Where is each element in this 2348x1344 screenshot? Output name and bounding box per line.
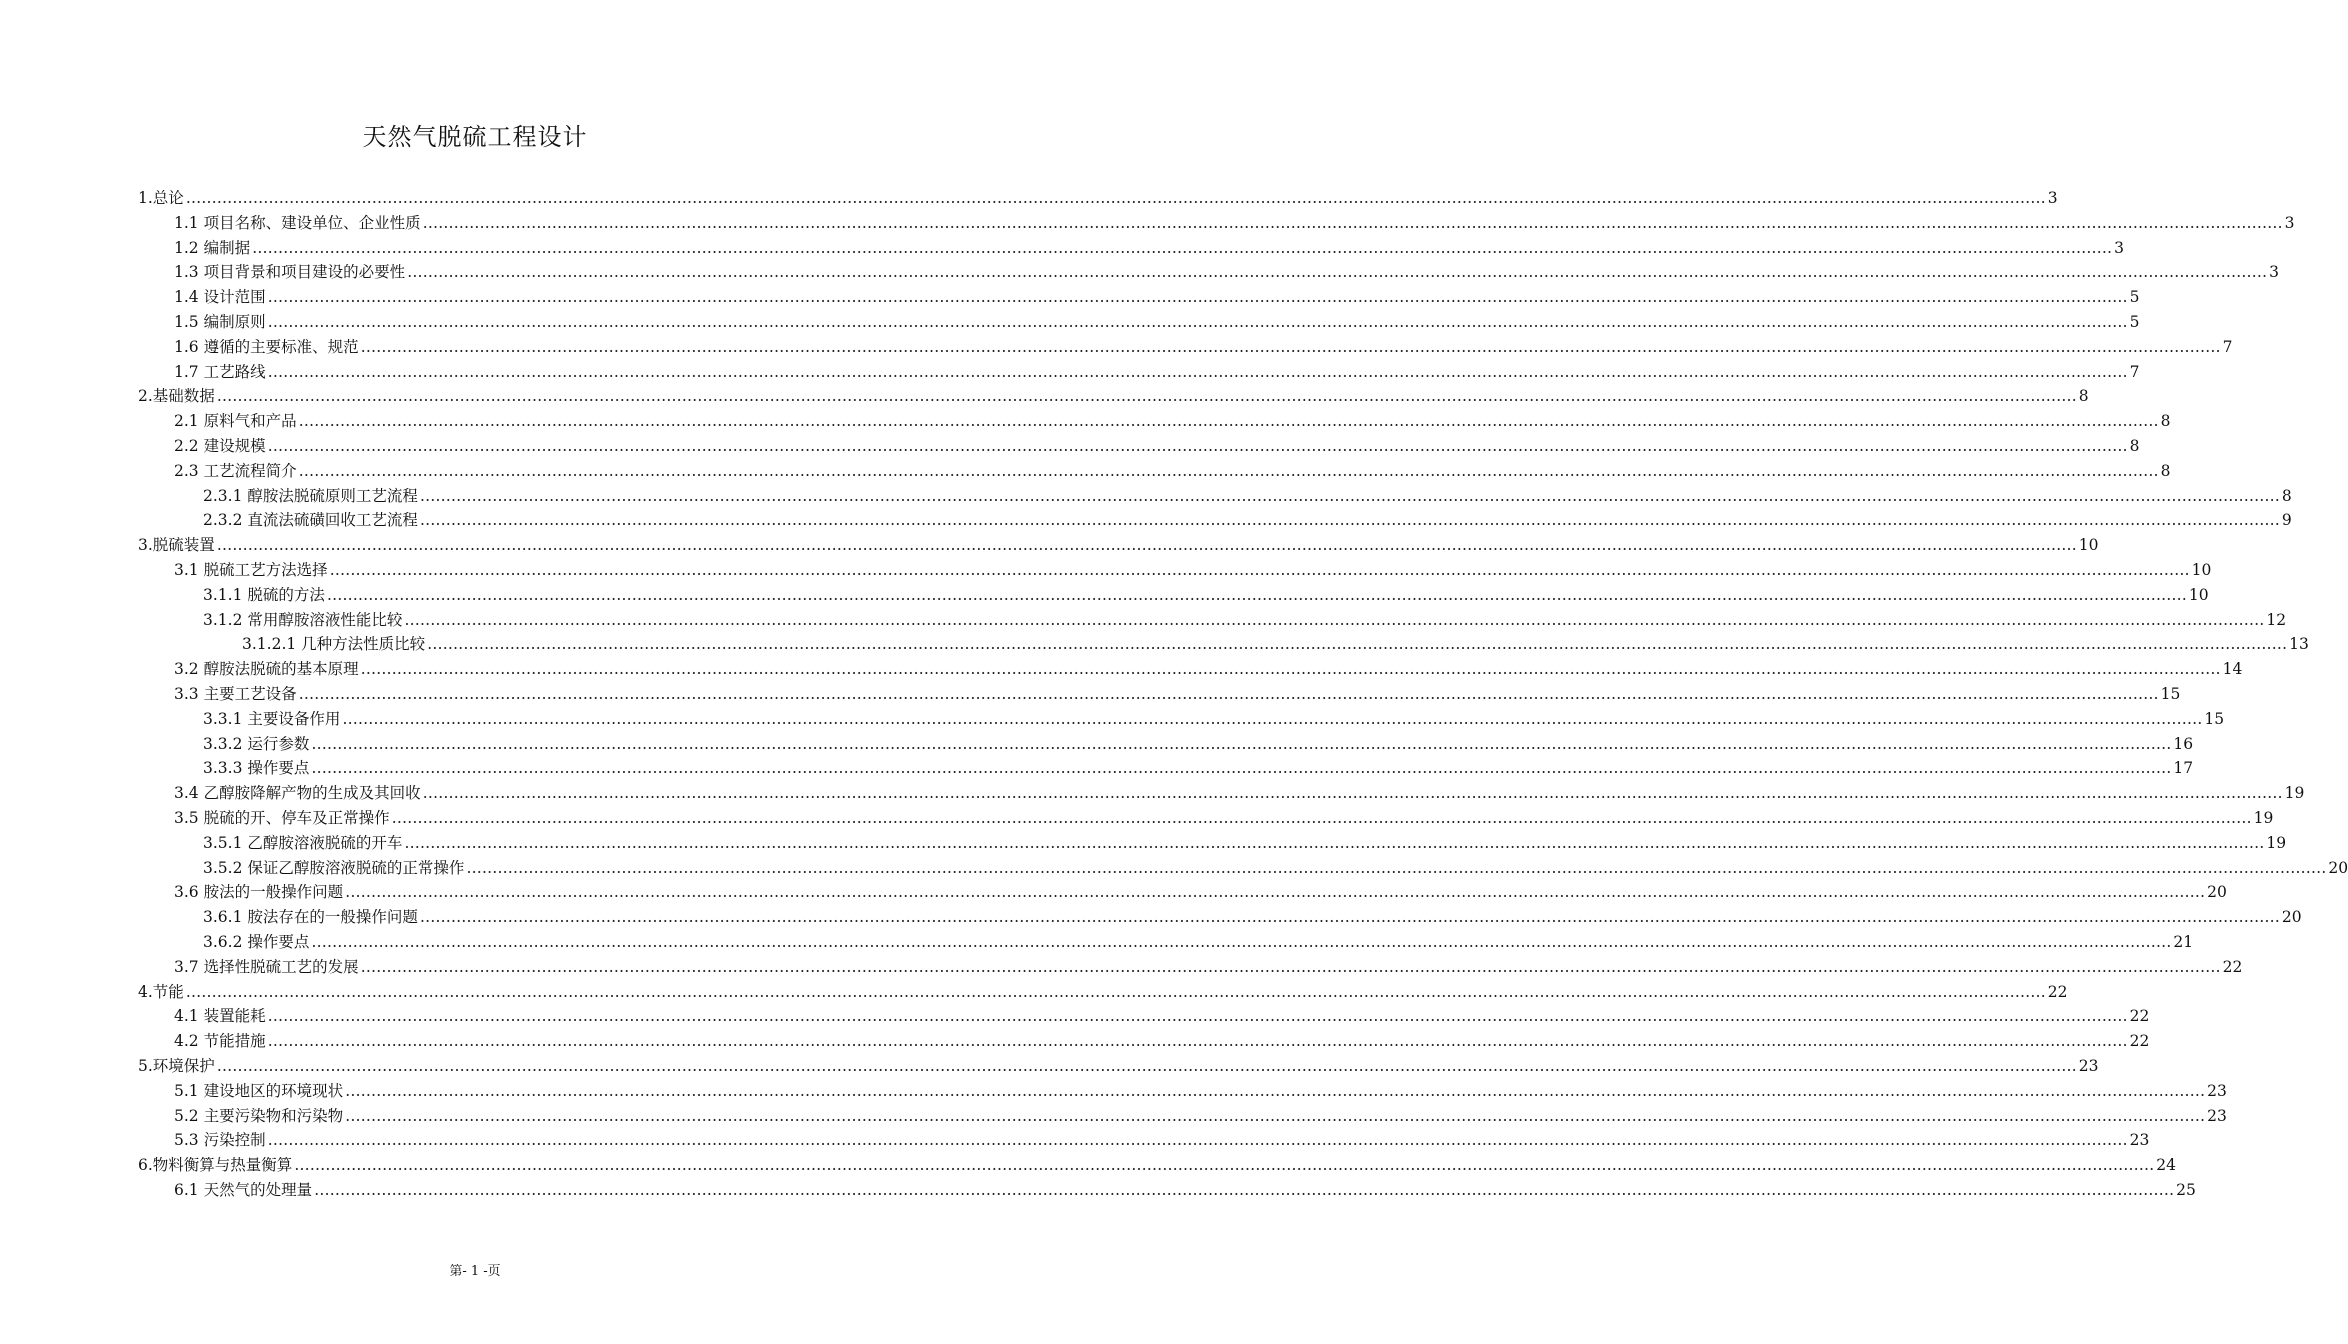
toc-leader-dots: ………………………………………………………………………………………………………………………………………………………………………………………………………………………………………………………………………………………………………………………………: [391, 809, 2252, 827]
toc-entry[interactable]: [174, 211, 2295, 235]
toc-entry-label: 5.2 主要污染物和污染物: [174, 1107, 344, 1125]
toc-leader-dots: ………………………………………………………………………………………………………………………………………………………………………………………………………………………………………………………………………………………………………………………………: [342, 710, 2203, 728]
toc-entry[interactable]: [174, 682, 2181, 706]
toc-entry[interactable]: [203, 608, 2287, 632]
toc-entry-page-number: 22: [2129, 1007, 2150, 1025]
toc-leader-dots: ………………………………………………………………………………………………………………………………………………………………………………………………………………………………………………………………………………………………………………………………: [294, 1156, 2155, 1174]
toc-entry[interactable]: [203, 856, 2348, 880]
toc-leader-dots: ………………………………………………………………………………………………………………………………………………………………………………………………………………………………………………………………………………………………………………………………: [185, 189, 2046, 207]
toc-entry-page-number: 14: [2222, 660, 2243, 678]
toc-entry-label: 2.2 建设规模: [174, 437, 266, 455]
toc-entry-label: 3.3.1 主要设备作用: [203, 710, 341, 728]
toc-entry-page-number: 15: [2160, 685, 2181, 703]
toc-leader-dots: ………………………………………………………………………………………………………………………………………………………………………………………………………………………………………………………………………………………………………………………………: [360, 958, 2221, 976]
toc-entry-label: 3.6 胺法的一般操作问题: [174, 883, 344, 901]
toc-entry-label: 3.3.2 运行参数: [203, 735, 310, 753]
toc-entry-label: 3.5.2 保证乙醇胺溶液脱硫的正常操作: [203, 859, 465, 877]
toc-leader-dots: ………………………………………………………………………………………………………………………………………………………………………………………………………………………………………………………………………………………………………………………………: [216, 1057, 2077, 1075]
toc-leader-dots: ………………………………………………………………………………………………………………………………………………………………………………………………………………………………………………………………………………………………………………………………: [466, 859, 2327, 877]
toc-entry-page-number: 7: [2129, 363, 2140, 381]
toc-leader-dots: ………………………………………………………………………………………………………………………………………………………………………………………………………………………………………………………………………………………………………………………………: [311, 759, 2172, 777]
toc-leader-dots: ………………………………………………………………………………………………………………………………………………………………………………………………………………………………………………………………………………………………………………………………: [267, 313, 2128, 331]
toc-entry[interactable]: [138, 1153, 2177, 1177]
toc-entry-page-number: 8: [2160, 412, 2171, 430]
toc-entry[interactable]: [203, 756, 2194, 780]
toc-entry[interactable]: [174, 880, 2227, 904]
toc-entry-page-number: 20: [2328, 859, 2348, 877]
toc-entry[interactable]: [174, 806, 2274, 830]
toc-leader-dots: ………………………………………………………………………………………………………………………………………………………………………………………………………………………………………………………………………………………………………………………………: [419, 487, 2280, 505]
toc-entry-page-number: 3: [2047, 189, 2058, 207]
toc-entry-page-number: 13: [2289, 635, 2309, 653]
toc-entry-label: 2.3.2 直流法硫磺回收工艺流程: [203, 511, 418, 529]
toc-entry[interactable]: [174, 285, 2140, 309]
toc-entry[interactable]: [203, 508, 2292, 532]
toc-entry[interactable]: [203, 583, 2209, 607]
toc-entry[interactable]: [174, 409, 2171, 433]
toc-entry-page-number: 19: [2284, 784, 2305, 802]
toc-entry-page-number: 5: [2129, 288, 2140, 306]
toc-entry-page-number: 23: [2129, 1131, 2150, 1149]
toc-entry-label: 3.1.2.1 几种方法性质比较: [242, 635, 426, 653]
toc-entry[interactable]: [174, 260, 2279, 284]
toc-entry-page-number: 22: [2129, 1032, 2150, 1050]
toc-entry-label: 6.物料衡算与热量衡算: [138, 1156, 293, 1174]
toc-entry-label: 3.6.2 操作要点: [203, 933, 310, 951]
toc-entry-label: 1.总论: [138, 189, 184, 207]
toc-entry-page-number: 12: [2266, 611, 2287, 629]
toc-entry-page-number: 5: [2129, 313, 2140, 331]
toc-entry-label: 2.基础数据: [138, 387, 215, 405]
toc-leader-dots: ………………………………………………………………………………………………………………………………………………………………………………………………………………………………………………………………………………………………………………………………: [267, 437, 2128, 455]
toc-entry[interactable]: [174, 558, 2212, 582]
toc-entry[interactable]: [138, 980, 2068, 1004]
toc-entry-label: 1.2 编制据: [174, 239, 251, 257]
toc-entry-label: 2.3 工艺流程简介: [174, 462, 297, 480]
toc-leader-dots: ………………………………………………………………………………………………………………………………………………………………………………………………………………………………………………………………………………………………………………………………: [345, 1107, 2206, 1125]
toc-entry-label: 3.1.1 脱硫的方法: [203, 586, 325, 604]
toc-entry[interactable]: [174, 310, 2140, 334]
toc-entry-page-number: 8: [2281, 487, 2292, 505]
toc-leader-dots: ………………………………………………………………………………………………………………………………………………………………………………………………………………………………………………………………………………………………………………………………: [267, 1131, 2128, 1149]
toc-entry-page-number: 19: [2253, 809, 2274, 827]
toc-entry-label: 5.环境保护: [138, 1057, 215, 1075]
toc-entry[interactable]: [174, 1104, 2227, 1128]
toc-entry[interactable]: [174, 657, 2243, 681]
toc-leader-dots: ………………………………………………………………………………………………………………………………………………………………………………………………………………………………………………………………………………………………………………………………: [360, 660, 2221, 678]
toc-entry[interactable]: [174, 1128, 2150, 1152]
toc-leader-dots: ………………………………………………………………………………………………………………………………………………………………………………………………………………………………………………………………………………………………………………………………: [326, 586, 2187, 604]
toc-entry-label: 4.节能: [138, 983, 184, 1001]
toc-entry[interactable]: [174, 434, 2140, 458]
toc-entry[interactable]: [174, 1079, 2227, 1103]
toc-entry-label: 4.1 装置能耗: [174, 1007, 266, 1025]
toc-entry-page-number: 23: [2207, 1082, 2227, 1100]
toc-entry[interactable]: [138, 186, 2058, 210]
toc-entry-page-number: 8: [2078, 387, 2089, 405]
toc-leader-dots: ………………………………………………………………………………………………………………………………………………………………………………………………………………………………………………………………………………………………………………………………: [216, 387, 2077, 405]
toc-entry-label: 1.5 编制原则: [174, 313, 266, 331]
toc-entry-label: 3.5 脱硫的开、停车及正常操作: [174, 809, 390, 827]
toc-leader-dots: ………………………………………………………………………………………………………………………………………………………………………………………………………………………………………………………………………………………………………………………………: [267, 363, 2128, 381]
toc-entry-page-number: 3: [2284, 214, 2295, 232]
toc-entry-page-number: 3: [2114, 239, 2124, 257]
toc-entry[interactable]: [174, 781, 2305, 805]
toc-leader-dots: ………………………………………………………………………………………………………………………………………………………………………………………………………………………………………………………………………………………………………………………………: [298, 412, 2159, 430]
toc-leader-dots: ………………………………………………………………………………………………………………………………………………………………………………………………………………………………………………………………………………………………………………………………: [314, 1181, 2175, 1199]
toc-entry[interactable]: [138, 533, 2099, 557]
toc-entry-page-number: 19: [2266, 834, 2287, 852]
toc-leader-dots: ………………………………………………………………………………………………………………………………………………………………………………………………………………………………………………………………………………………………………………………………: [427, 635, 2288, 653]
toc-entry[interactable]: [203, 732, 2194, 756]
toc-entry-label: 3.4 乙醇胺降解产物的生成及其回收: [174, 784, 421, 802]
toc-entry-page-number: 20: [2281, 908, 2302, 926]
toc-entry-label: 6.1 天然气的处理量: [174, 1181, 313, 1199]
toc-leader-dots: ………………………………………………………………………………………………………………………………………………………………………………………………………………………………………………………………………………………………………………………………: [345, 1082, 2206, 1100]
toc-entry[interactable]: [174, 955, 2243, 979]
toc-entry-label: 3.1 脱硫工艺方法选择: [174, 561, 328, 579]
toc-leader-dots: ………………………………………………………………………………………………………………………………………………………………………………………………………………………………………………………………………………………………………………………………: [329, 561, 2190, 579]
toc-leader-dots: ………………………………………………………………………………………………………………………………………………………………………………………………………………………………………………………………………………………………………………………………: [422, 784, 2283, 802]
toc-entry-label: 3.5.1 乙醇胺溶液脱硫的开车: [203, 834, 403, 852]
toc-entry-page-number: 17: [2173, 759, 2194, 777]
toc-leader-dots: ………………………………………………………………………………………………………………………………………………………………………………………………………………………………………………………………………………………………………………………………: [298, 462, 2159, 480]
toc-entry[interactable]: [203, 831, 2287, 855]
toc-leader-dots: ………………………………………………………………………………………………………………………………………………………………………………………………………………………………………………………………………………………………………………………………: [419, 511, 2280, 529]
toc-entry-label: 1.7 工艺路线: [174, 363, 266, 381]
page-footer: 第- 1 -页: [449, 1264, 501, 1279]
toc-entry-label: 1.6 遵循的主要标准、规范: [174, 338, 359, 356]
toc-entry[interactable]: [203, 930, 2194, 954]
toc-entry-label: 5.3 污染控制: [174, 1131, 266, 1149]
toc-entry-label: 3.脱硫装置: [138, 536, 215, 554]
toc-entry-page-number: 20: [2207, 883, 2227, 901]
toc-entry-label: 3.7 选择性脱硫工艺的发展: [174, 958, 359, 976]
toc-entry[interactable]: [138, 384, 2089, 408]
toc-entry-page-number: 10: [2188, 586, 2209, 604]
toc-entry[interactable]: [138, 1054, 2099, 1078]
toc-entry-page-number: 25: [2176, 1181, 2196, 1199]
toc-leader-dots: ………………………………………………………………………………………………………………………………………………………………………………………………………………………………………………………………………………………………………………………………: [360, 338, 2221, 356]
toc-entry-page-number: 8: [2129, 437, 2140, 455]
toc-entry-page-number: 10: [2191, 561, 2212, 579]
toc-leader-dots: ………………………………………………………………………………………………………………………………………………………………………………………………………………………………………………………………………………………………………………………………: [311, 735, 2172, 753]
toc-entry-page-number: 23: [2207, 1107, 2227, 1125]
toc-leader-dots: ………………………………………………………………………………………………………………………………………………………………………………………………………………………………………………………………………………………………………………………………: [298, 685, 2159, 703]
toc-leader-dots: ………………………………………………………………………………………………………………………………………………………………………………………………………………………………………………………………………………………………………………………………: [267, 1007, 2128, 1025]
toc-entry-label: 1.1 项目名称、建设单位、企业性质: [174, 214, 421, 232]
toc-entry-page-number: 24: [2156, 1156, 2177, 1174]
toc-leader-dots: ………………………………………………………………………………………………………………………………………………………………………………………………………………………………………………………………………………………………………………………………: [345, 883, 2206, 901]
toc-entry[interactable]: [174, 335, 2233, 359]
toc-leader-dots: ………………………………………………………………………………………………………………………………………………………………………………………………………………………………………………………………………………………………………………………………: [216, 536, 2077, 554]
toc-entry-page-number: 23: [2078, 1057, 2099, 1075]
toc-leader-dots: ………………………………………………………………………………………………………………………………………………………………………………………………………………………………………………………………………………………………………………………………: [267, 1032, 2128, 1050]
toc-entry[interactable]: [174, 1178, 2196, 1202]
toc-leader-dots: ………………………………………………………………………………………………………………………………………………………………………………………………………………………………………………………………………………………………………………………………: [419, 908, 2280, 926]
toc-entry-label: 5.1 建设地区的环境现状: [174, 1082, 344, 1100]
toc-entry-page-number: 3: [2269, 263, 2279, 281]
toc-entry-page-number: 22: [2047, 983, 2068, 1001]
toc-entry-label: 3.1.2 常用醇胺溶液性能比较: [203, 611, 403, 629]
toc-leader-dots: ………………………………………………………………………………………………………………………………………………………………………………………………………………………………………………………………………………………………………………………………: [311, 933, 2172, 951]
toc-entry[interactable]: [203, 707, 2225, 731]
toc-leader-dots: ………………………………………………………………………………………………………………………………………………………………………………………………………………………………………………………………………………………………………………………………: [185, 983, 2046, 1001]
toc-entry-label: 3.3.3 操作要点: [203, 759, 310, 777]
toc-entry-page-number: 8: [2160, 462, 2171, 480]
toc-entry[interactable]: [174, 360, 2140, 384]
toc-leader-dots: ………………………………………………………………………………………………………………………………………………………………………………………………………………………………………………………………………………………………………………………………: [404, 834, 2265, 852]
toc-entry[interactable]: [174, 1004, 2150, 1028]
toc-entry-label: 3.6.1 胺法存在的一般操作问题: [203, 908, 418, 926]
toc-leader-dots: ………………………………………………………………………………………………………………………………………………………………………………………………………………………………………………………………………………………………………………………………: [267, 288, 2128, 306]
toc-entry-label: 1.4 设计范围: [174, 288, 266, 306]
toc-leader-dots: ………………………………………………………………………………………………………………………………………………………………………………………………………………………………………………………………………………………………………………………………: [422, 214, 2283, 232]
toc-entry-label: 3.3 主要工艺设备: [174, 685, 297, 703]
toc-entry-label: 4.2 节能措施: [174, 1032, 266, 1050]
toc-entry-label: 1.3 项目背景和项目建设的必要性: [174, 263, 406, 281]
toc-leader-dots: ………………………………………………………………………………………………………………………………………………………………………………………………………………………………………………………………………………………………………………………………: [252, 239, 2113, 257]
toc-entry[interactable]: [203, 905, 2302, 929]
toc-entry[interactable]: [174, 1029, 2150, 1053]
toc-entry-page-number: 10: [2078, 536, 2099, 554]
toc-entry-label: 2.1 原料气和产品: [174, 412, 297, 430]
toc-entry-page-number: 16: [2173, 735, 2194, 753]
toc-entry-label: 2.3.1 醇胺法脱硫原则工艺流程: [203, 487, 418, 505]
toc-entry[interactable]: [174, 236, 2124, 260]
toc-leader-dots: ………………………………………………………………………………………………………………………………………………………………………………………………………………………………………………………………………………………………………………………………: [404, 611, 2265, 629]
toc-entry-page-number: 7: [2222, 338, 2233, 356]
toc-entry-page-number: 22: [2222, 958, 2243, 976]
toc-leader-dots: ………………………………………………………………………………………………………………………………………………………………………………………………………………………………………………………………………………………………………………………………: [407, 263, 2268, 281]
toc-entry-page-number: 9: [2281, 511, 2292, 529]
toc-entry-page-number: 21: [2173, 933, 2194, 951]
toc-entry[interactable]: [242, 632, 2309, 656]
toc-entry-page-number: 15: [2204, 710, 2225, 728]
toc-entry[interactable]: [203, 484, 2292, 508]
toc-entry-label: 3.2 醇胺法脱硫的基本原理: [174, 660, 359, 678]
toc-entry[interactable]: [174, 459, 2171, 483]
document-title: 天然气脱硫工程设计: [362, 123, 588, 151]
